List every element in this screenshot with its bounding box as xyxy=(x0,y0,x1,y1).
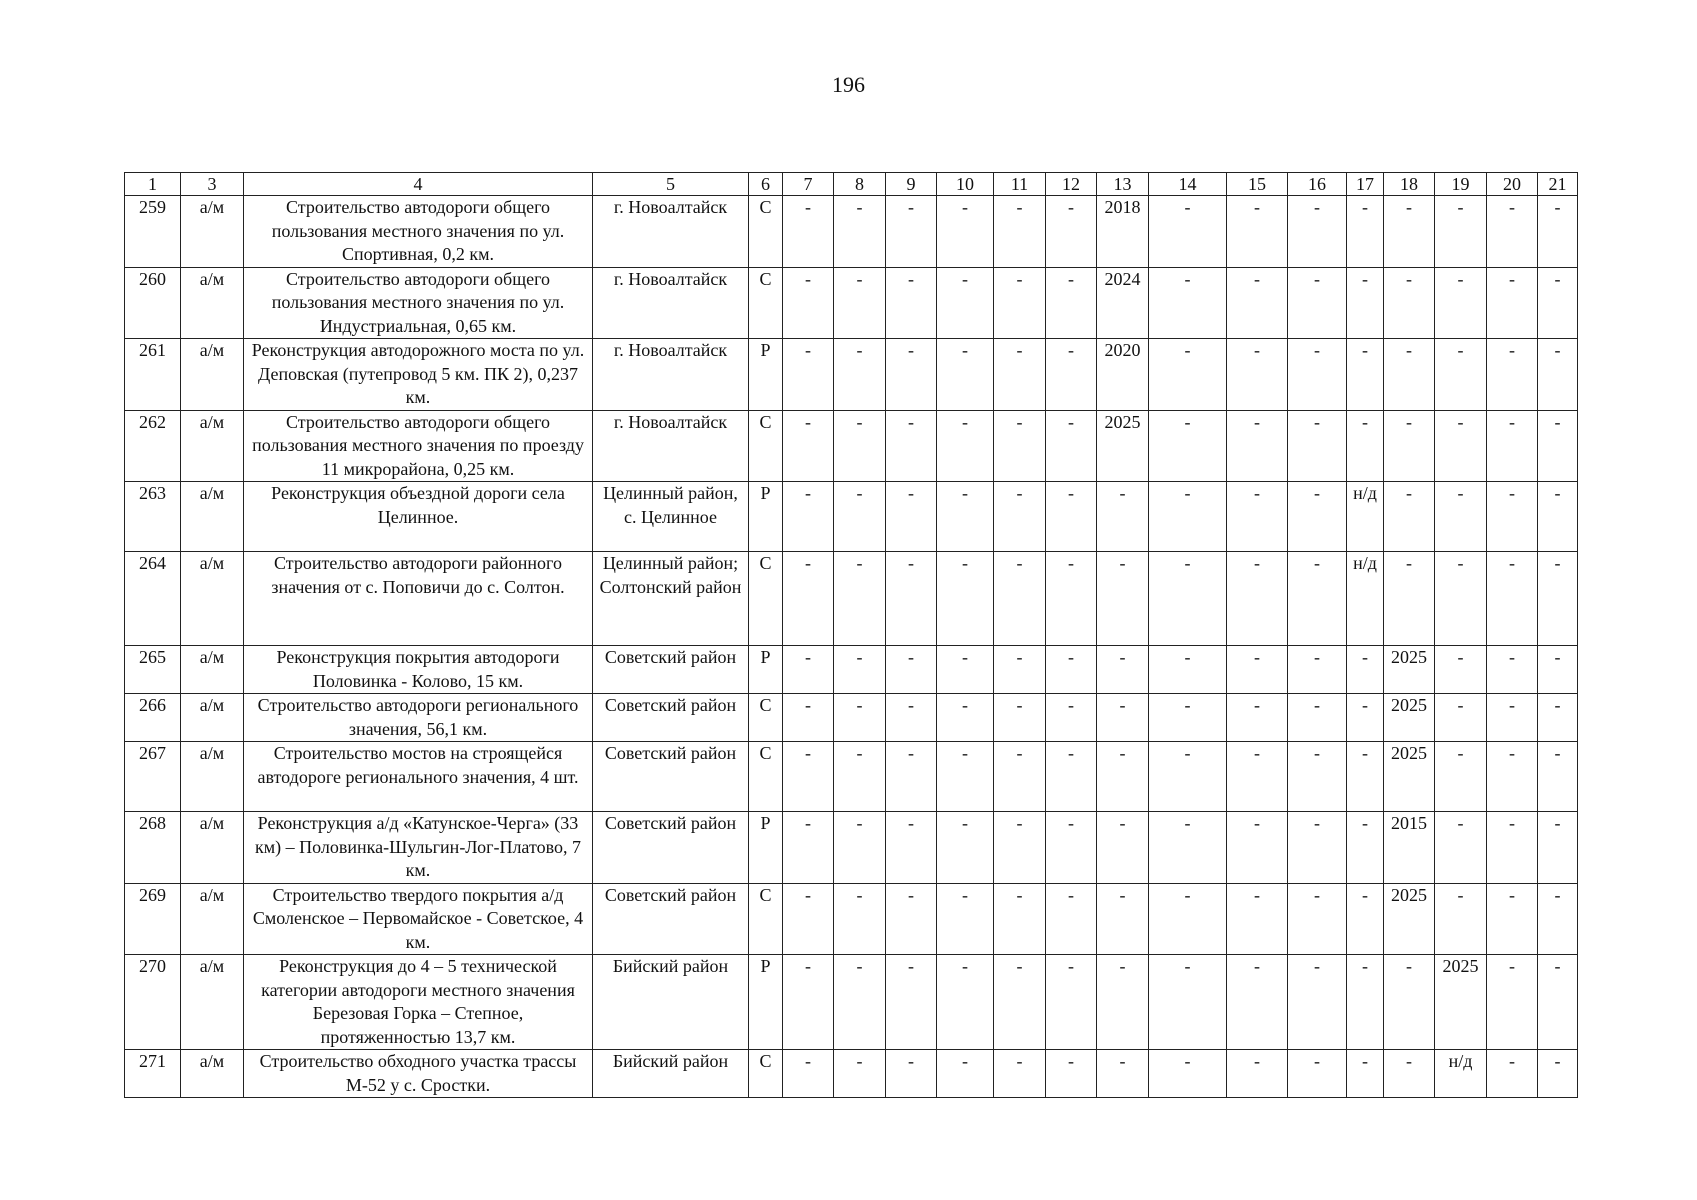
value-cell: 2018 xyxy=(1097,196,1149,268)
object-name-cell: Реконструкция автодорожного моста по ул. Деповская (путепровод 5 км. ПК 2), 0,237 км. xyxy=(244,339,593,411)
value-cell: - xyxy=(1487,646,1538,694)
location-cell: г. Новоалтайск xyxy=(593,339,749,411)
value-cell: - xyxy=(783,883,834,955)
value-cell: - xyxy=(937,1050,994,1098)
object-type-cell: а/м xyxy=(181,812,244,884)
objects-table xyxy=(124,172,1578,1098)
value-cell: - xyxy=(937,267,994,339)
value-cell: - xyxy=(937,552,994,646)
row-number-cell: 262 xyxy=(125,410,181,482)
value-cell: - xyxy=(1435,196,1487,268)
value-cell: - xyxy=(1435,646,1487,694)
value-cell: - xyxy=(886,339,937,411)
value-cell: - xyxy=(886,196,937,268)
value-cell: - xyxy=(994,339,1046,411)
object-name-cell: Строительство твердого покрытия а/д Смоленское – Первомайское - Советское, 4 км. xyxy=(244,883,593,955)
value-cell: - xyxy=(783,196,834,268)
value-cell: - xyxy=(1347,267,1384,339)
work-kind-cell: С xyxy=(749,694,783,742)
value-cell: - xyxy=(1097,694,1149,742)
value-cell: н/д xyxy=(1435,1050,1487,1098)
row-number-cell: 267 xyxy=(125,742,181,812)
row-number-cell: 268 xyxy=(125,812,181,884)
value-cell: - xyxy=(783,646,834,694)
value-cell: - xyxy=(783,552,834,646)
value-cell: - xyxy=(1227,812,1288,884)
value-cell: - xyxy=(994,883,1046,955)
value-cell: - xyxy=(886,267,937,339)
value-cell: - xyxy=(1149,1050,1227,1098)
table-header-row xyxy=(125,173,1578,196)
value-cell: - xyxy=(1538,646,1578,694)
value-cell: - xyxy=(1288,883,1347,955)
value-cell: - xyxy=(834,267,886,339)
value-cell: - xyxy=(783,339,834,411)
column-header: 14 xyxy=(1149,173,1227,196)
value-cell: - xyxy=(1384,1050,1435,1098)
value-cell: - xyxy=(1097,883,1149,955)
value-cell: - xyxy=(1149,742,1227,812)
column-header: 6 xyxy=(749,173,783,196)
value-cell: - xyxy=(834,552,886,646)
value-cell: - xyxy=(886,955,937,1050)
value-cell: - xyxy=(1384,482,1435,552)
value-cell: - xyxy=(1097,646,1149,694)
value-cell: - xyxy=(1227,694,1288,742)
column-header: 8 xyxy=(834,173,886,196)
value-cell: - xyxy=(1149,482,1227,552)
work-kind-cell: С xyxy=(749,1050,783,1098)
object-type-cell: а/м xyxy=(181,694,244,742)
object-name-cell: Строительство автодороги общего пользования местного значения по проезду 11 микрорайона, 0,25 км. xyxy=(244,410,593,482)
value-cell: - xyxy=(937,955,994,1050)
location-cell: Советский район xyxy=(593,742,749,812)
value-cell: - xyxy=(1487,482,1538,552)
value-cell: 2025 xyxy=(1384,883,1435,955)
value-cell: - xyxy=(937,812,994,884)
value-cell: - xyxy=(937,196,994,268)
object-type-cell: а/м xyxy=(181,646,244,694)
value-cell: - xyxy=(1097,1050,1149,1098)
value-cell: н/д xyxy=(1347,482,1384,552)
work-kind-cell: Р xyxy=(749,812,783,884)
column-header: 4 xyxy=(244,173,593,196)
table-row xyxy=(125,196,1578,268)
value-cell: - xyxy=(1149,196,1227,268)
value-cell: - xyxy=(1347,742,1384,812)
object-name-cell: Реконструкция покрытия автодороги Половинка - Колово, 15 км. xyxy=(244,646,593,694)
object-name-cell: Строительство обходного участка трассы М-52 у с. Сростки. xyxy=(244,1050,593,1098)
value-cell: - xyxy=(1538,955,1578,1050)
value-cell: - xyxy=(1487,196,1538,268)
value-cell: - xyxy=(994,482,1046,552)
value-cell: - xyxy=(937,646,994,694)
value-cell: - xyxy=(834,1050,886,1098)
value-cell: - xyxy=(834,694,886,742)
value-cell: - xyxy=(834,812,886,884)
page-number: 196 xyxy=(832,72,865,97)
value-cell: - xyxy=(1288,267,1347,339)
value-cell: - xyxy=(886,1050,937,1098)
value-cell: - xyxy=(1149,694,1227,742)
value-cell: - xyxy=(1227,1050,1288,1098)
value-cell: - xyxy=(1227,196,1288,268)
value-cell: - xyxy=(1538,552,1578,646)
value-cell: - xyxy=(1046,267,1097,339)
value-cell: - xyxy=(834,196,886,268)
value-cell: - xyxy=(1046,694,1097,742)
value-cell: - xyxy=(1487,267,1538,339)
value-cell: - xyxy=(994,410,1046,482)
table-row xyxy=(125,955,1578,1050)
value-cell: - xyxy=(1347,812,1384,884)
location-cell: Советский район xyxy=(593,883,749,955)
object-type-cell: а/м xyxy=(181,339,244,411)
value-cell: - xyxy=(1487,1050,1538,1098)
value-cell: - xyxy=(1435,552,1487,646)
value-cell: - xyxy=(1347,955,1384,1050)
value-cell: - xyxy=(1046,955,1097,1050)
value-cell: - xyxy=(1487,883,1538,955)
value-cell: - xyxy=(886,482,937,552)
value-cell: - xyxy=(937,694,994,742)
value-cell: - xyxy=(937,883,994,955)
value-cell: - xyxy=(1097,742,1149,812)
work-kind-cell: С xyxy=(749,410,783,482)
table-row xyxy=(125,646,1578,694)
value-cell: - xyxy=(1288,1050,1347,1098)
location-cell: г. Новоалтайск xyxy=(593,410,749,482)
value-cell: - xyxy=(1227,410,1288,482)
value-cell: - xyxy=(1487,410,1538,482)
value-cell: - xyxy=(994,955,1046,1050)
value-cell: - xyxy=(1347,883,1384,955)
value-cell: 2025 xyxy=(1435,955,1487,1050)
value-cell: - xyxy=(1046,552,1097,646)
column-header: 16 xyxy=(1288,173,1347,196)
value-cell: - xyxy=(834,955,886,1050)
value-cell: - xyxy=(1487,694,1538,742)
object-type-cell: а/м xyxy=(181,196,244,268)
value-cell: 2025 xyxy=(1384,742,1435,812)
value-cell: 2025 xyxy=(1097,410,1149,482)
value-cell: - xyxy=(1097,482,1149,552)
value-cell: - xyxy=(886,646,937,694)
work-kind-cell: Р xyxy=(749,955,783,1050)
value-cell: - xyxy=(1288,646,1347,694)
value-cell: - xyxy=(1538,196,1578,268)
value-cell: - xyxy=(1435,883,1487,955)
value-cell: - xyxy=(1149,552,1227,646)
value-cell: - xyxy=(1046,339,1097,411)
value-cell: - xyxy=(1097,955,1149,1050)
column-header: 19 xyxy=(1435,173,1487,196)
value-cell: - xyxy=(1538,742,1578,812)
object-name-cell: Реконструкция до 4 – 5 технической категории автодороги местного значения Березовая Горка – Степное, протяженностью 13,7 км. xyxy=(244,955,593,1050)
value-cell: 2025 xyxy=(1384,694,1435,742)
column-header: 3 xyxy=(181,173,244,196)
value-cell: - xyxy=(1149,339,1227,411)
column-header: 13 xyxy=(1097,173,1149,196)
column-header: 17 xyxy=(1347,173,1384,196)
object-name-cell: Строительство автодороги регионального значения, 56,1 км. xyxy=(244,694,593,742)
row-number-cell: 263 xyxy=(125,482,181,552)
value-cell: - xyxy=(1149,646,1227,694)
value-cell: - xyxy=(994,646,1046,694)
table-row xyxy=(125,1050,1578,1098)
value-cell: - xyxy=(886,552,937,646)
object-type-cell: а/м xyxy=(181,742,244,812)
work-kind-cell: Р xyxy=(749,482,783,552)
value-cell: - xyxy=(1097,812,1149,884)
object-type-cell: а/м xyxy=(181,410,244,482)
row-number-cell: 271 xyxy=(125,1050,181,1098)
table-row xyxy=(125,339,1578,411)
value-cell: - xyxy=(886,742,937,812)
column-header: 7 xyxy=(783,173,834,196)
value-cell: - xyxy=(937,410,994,482)
location-cell: Советский район xyxy=(593,646,749,694)
object-name-cell: Строительство автодороги общего пользования местного значения по ул. Индустриальная, 0,65 км. xyxy=(244,267,593,339)
value-cell: - xyxy=(834,339,886,411)
table-row xyxy=(125,552,1578,646)
value-cell: - xyxy=(937,482,994,552)
value-cell: - xyxy=(1435,482,1487,552)
value-cell: - xyxy=(1487,552,1538,646)
table-row xyxy=(125,267,1578,339)
work-kind-cell: С xyxy=(749,742,783,812)
row-number-cell: 270 xyxy=(125,955,181,1050)
value-cell: - xyxy=(994,812,1046,884)
value-cell: - xyxy=(1347,410,1384,482)
column-header: 15 xyxy=(1227,173,1288,196)
value-cell: - xyxy=(1347,694,1384,742)
location-cell: Советский район xyxy=(593,812,749,884)
column-header: 20 xyxy=(1487,173,1538,196)
value-cell: - xyxy=(1227,482,1288,552)
value-cell: - xyxy=(1288,955,1347,1050)
value-cell: - xyxy=(1347,196,1384,268)
value-cell: - xyxy=(994,267,1046,339)
value-cell: 2025 xyxy=(1384,646,1435,694)
table-row xyxy=(125,694,1578,742)
object-type-cell: а/м xyxy=(181,482,244,552)
value-cell: - xyxy=(1149,883,1227,955)
work-kind-cell: Р xyxy=(749,646,783,694)
value-cell: - xyxy=(994,552,1046,646)
location-cell: Советский район xyxy=(593,694,749,742)
value-cell: - xyxy=(1538,339,1578,411)
value-cell: - xyxy=(1227,552,1288,646)
row-number-cell: 259 xyxy=(125,196,181,268)
value-cell: - xyxy=(1347,646,1384,694)
value-cell: - xyxy=(1538,410,1578,482)
object-type-cell: а/м xyxy=(181,552,244,646)
value-cell: - xyxy=(834,883,886,955)
table-row xyxy=(125,883,1578,955)
value-cell: - xyxy=(1384,339,1435,411)
table-row xyxy=(125,812,1578,884)
work-kind-cell: С xyxy=(749,883,783,955)
value-cell: - xyxy=(783,410,834,482)
row-number-cell: 265 xyxy=(125,646,181,694)
location-cell: Бийский район xyxy=(593,1050,749,1098)
object-type-cell: а/м xyxy=(181,1050,244,1098)
value-cell: - xyxy=(1227,742,1288,812)
value-cell: - xyxy=(1538,883,1578,955)
object-name-cell: Реконструкция объездной дороги села Целинное. xyxy=(244,482,593,552)
location-cell: Целинный район, с. Целинное xyxy=(593,482,749,552)
table-row xyxy=(125,410,1578,482)
value-cell: - xyxy=(783,267,834,339)
object-name-cell: Реконструкция а/д «Катунское-Черга» (33 км) – Половинка-Шульгин-Лог-Платово, 7 км. xyxy=(244,812,593,884)
column-header: 18 xyxy=(1384,173,1435,196)
value-cell: 2015 xyxy=(1384,812,1435,884)
column-header: 9 xyxy=(886,173,937,196)
value-cell: - xyxy=(1227,955,1288,1050)
value-cell: - xyxy=(834,646,886,694)
table-row xyxy=(125,482,1578,552)
object-type-cell: а/м xyxy=(181,955,244,1050)
value-cell: - xyxy=(994,694,1046,742)
value-cell: - xyxy=(1288,742,1347,812)
value-cell: - xyxy=(1227,339,1288,411)
object-name-cell: Строительство автодороги общего пользования местного значения по ул. Спортивная, 0,2 км. xyxy=(244,196,593,268)
value-cell: - xyxy=(1538,694,1578,742)
value-cell: - xyxy=(1149,812,1227,884)
value-cell: - xyxy=(1227,646,1288,694)
value-cell: - xyxy=(937,742,994,812)
value-cell: - xyxy=(1384,955,1435,1050)
work-kind-cell: Р xyxy=(749,339,783,411)
value-cell: - xyxy=(1046,646,1097,694)
value-cell: - xyxy=(994,1050,1046,1098)
value-cell: - xyxy=(1288,410,1347,482)
location-cell: Бийский район xyxy=(593,955,749,1050)
value-cell: - xyxy=(1538,1050,1578,1098)
value-cell: - xyxy=(1227,883,1288,955)
row-number-cell: 269 xyxy=(125,883,181,955)
row-number-cell: 260 xyxy=(125,267,181,339)
value-cell: - xyxy=(1538,812,1578,884)
location-cell: г. Новоалтайск xyxy=(593,196,749,268)
value-cell: - xyxy=(1487,339,1538,411)
row-number-cell: 264 xyxy=(125,552,181,646)
value-cell: - xyxy=(1097,552,1149,646)
value-cell: - xyxy=(1149,955,1227,1050)
value-cell: - xyxy=(1288,482,1347,552)
value-cell: - xyxy=(1046,812,1097,884)
value-cell: - xyxy=(1487,742,1538,812)
column-header: 1 xyxy=(125,173,181,196)
value-cell: - xyxy=(1046,482,1097,552)
value-cell: - xyxy=(886,410,937,482)
object-type-cell: а/м xyxy=(181,267,244,339)
value-cell: - xyxy=(1435,267,1487,339)
value-cell: - xyxy=(1046,742,1097,812)
value-cell: - xyxy=(1435,410,1487,482)
value-cell: - xyxy=(834,742,886,812)
value-cell: 2024 xyxy=(1097,267,1149,339)
value-cell: - xyxy=(886,883,937,955)
table-row xyxy=(125,742,1578,812)
value-cell: - xyxy=(994,742,1046,812)
value-cell: - xyxy=(1046,410,1097,482)
column-header: 21 xyxy=(1538,173,1578,196)
value-cell: - xyxy=(1384,267,1435,339)
value-cell: - xyxy=(1538,267,1578,339)
value-cell: - xyxy=(1227,267,1288,339)
work-kind-cell: С xyxy=(749,196,783,268)
column-header: 10 xyxy=(937,173,994,196)
value-cell: - xyxy=(1046,196,1097,268)
value-cell: - xyxy=(1288,694,1347,742)
object-name-cell: Строительство автодороги районного значения от с. Поповичи до с. Солтон. xyxy=(244,552,593,646)
column-header: 5 xyxy=(593,173,749,196)
value-cell: - xyxy=(886,812,937,884)
value-cell: 2020 xyxy=(1097,339,1149,411)
location-cell: г. Новоалтайск xyxy=(593,267,749,339)
value-cell: - xyxy=(1149,267,1227,339)
value-cell: - xyxy=(1435,812,1487,884)
value-cell: - xyxy=(1384,552,1435,646)
value-cell: - xyxy=(783,694,834,742)
object-name-cell: Строительство мостов на строящейся автодороге регионального значения, 4 шт. xyxy=(244,742,593,812)
work-kind-cell: С xyxy=(749,267,783,339)
value-cell: - xyxy=(1046,883,1097,955)
value-cell: - xyxy=(1288,552,1347,646)
value-cell: - xyxy=(1288,339,1347,411)
value-cell: - xyxy=(783,1050,834,1098)
value-cell: - xyxy=(1288,196,1347,268)
value-cell: - xyxy=(1149,410,1227,482)
value-cell: - xyxy=(834,410,886,482)
value-cell: - xyxy=(834,482,886,552)
value-cell: - xyxy=(1384,410,1435,482)
value-cell: - xyxy=(1288,812,1347,884)
value-cell: - xyxy=(937,339,994,411)
column-header: 12 xyxy=(1046,173,1097,196)
value-cell: - xyxy=(1435,339,1487,411)
row-number-cell: 261 xyxy=(125,339,181,411)
value-cell: - xyxy=(1347,339,1384,411)
column-header: 11 xyxy=(994,173,1046,196)
object-type-cell: а/м xyxy=(181,883,244,955)
value-cell: - xyxy=(783,812,834,884)
value-cell: - xyxy=(1435,694,1487,742)
row-number-cell: 266 xyxy=(125,694,181,742)
value-cell: - xyxy=(1538,482,1578,552)
work-kind-cell: С xyxy=(749,552,783,646)
value-cell: - xyxy=(1046,1050,1097,1098)
value-cell: н/д xyxy=(1347,552,1384,646)
value-cell: - xyxy=(1384,196,1435,268)
location-cell: Целинный район; Солтонский район xyxy=(593,552,749,646)
value-cell: - xyxy=(783,482,834,552)
value-cell: - xyxy=(886,694,937,742)
value-cell: - xyxy=(1487,812,1538,884)
value-cell: - xyxy=(1487,955,1538,1050)
value-cell: - xyxy=(1435,742,1487,812)
value-cell: - xyxy=(1347,1050,1384,1098)
value-cell: - xyxy=(994,196,1046,268)
value-cell: - xyxy=(783,742,834,812)
value-cell: - xyxy=(783,955,834,1050)
